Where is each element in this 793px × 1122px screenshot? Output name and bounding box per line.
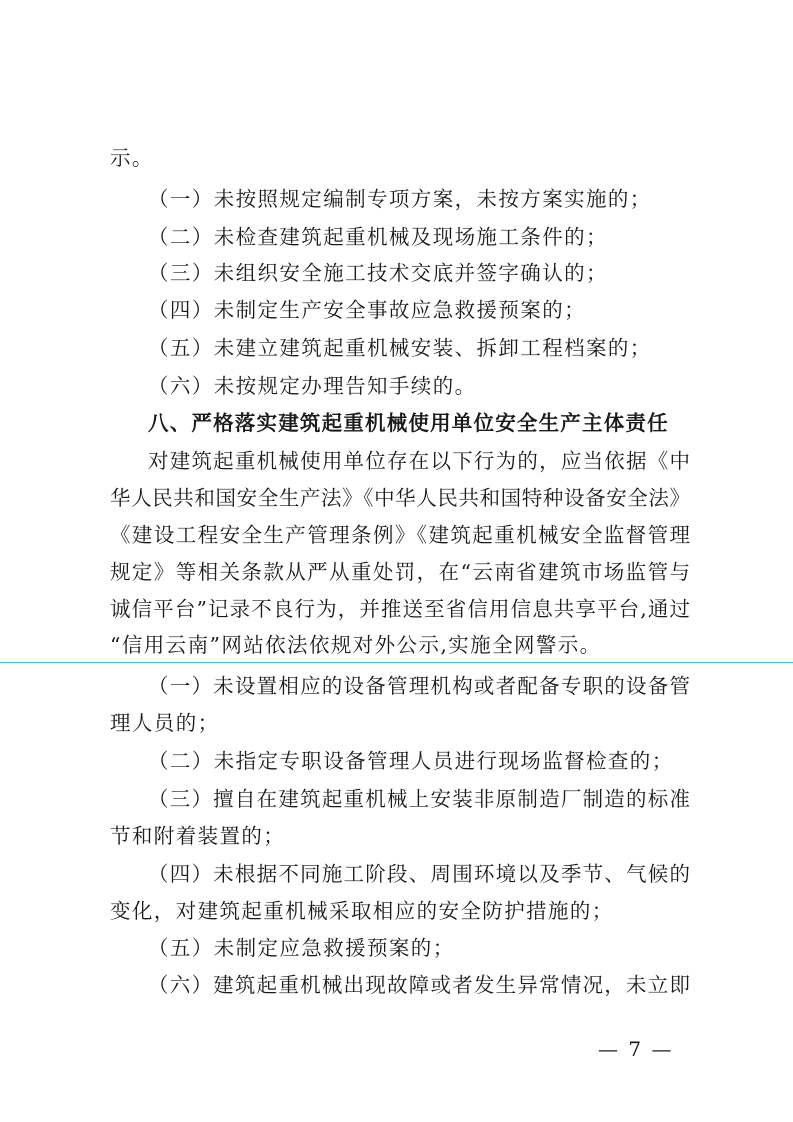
scan-divider-line [0, 662, 793, 663]
paragraph-line: 《建设工程安全生产管理条例》《建筑起重机械安全监督管理 [110, 523, 690, 547]
list-item: （六）建筑起重机械出现故障或者发生异常情况，未立即 [148, 973, 690, 997]
list-item: （二）未检查建筑起重机械及现场施工条件的； [148, 225, 608, 249]
list-item: （五）未建立建筑起重机械安装、拆卸工程档案的； [148, 336, 652, 360]
paragraph-line: “信用云南”网站依法依规对外公示,实施全网警示。 [110, 633, 602, 657]
paragraph-line: 华人民共和国安全生产法》《中华人民共和国特种设备安全法》 [110, 486, 690, 510]
list-item: （三）未组织安全施工技术交底并签字确认的； [148, 261, 608, 285]
paragraph-line: 对建筑起重机械使用单位存在以下行为的，应当依据《中 [148, 449, 690, 473]
list-item: （二）未指定专职设备管理人员进行现场监督检查的； [148, 749, 674, 773]
page-number: — 7 — [598, 1037, 674, 1061]
list-item: （三）擅自在建筑起重机械上安装非原制造厂制造的标准 [148, 787, 690, 811]
paragraph-line: 规定》等相关条款从严从重处罚，在“云南省建筑市场监管与 [110, 560, 690, 584]
paragraph-line: 示。 [110, 146, 154, 170]
list-item: （六）未按规定办理告知手续的。 [148, 374, 477, 398]
list-item-continuation: 变化，对建筑起重机械采取相应的安全防护措施的； [110, 899, 614, 923]
list-item: （一）未按照规定编制专项方案，未按方案实施的； [148, 187, 652, 211]
list-item: （四）未根据不同施工阶段、周围环境以及季节、气候的 [148, 862, 690, 886]
list-item-continuation: 节和附着装置的； [110, 824, 286, 848]
list-item: （一）未设置相应的设备管理机构或者配备专职的设备管 [148, 674, 690, 698]
list-item: （五）未制定应急救援预案的； [148, 936, 455, 960]
list-item-continuation: 理人员的； [110, 711, 220, 735]
paragraph-line: 诚信平台”记录不良行为，并推送至省信用信息共享平台,通过 [110, 597, 690, 621]
list-item: （四）未制定生产安全事故应急救援预案的； [148, 298, 586, 322]
section-heading: 八、严格落实建筑起重机械使用单位安全生产主体责任 [148, 411, 669, 435]
